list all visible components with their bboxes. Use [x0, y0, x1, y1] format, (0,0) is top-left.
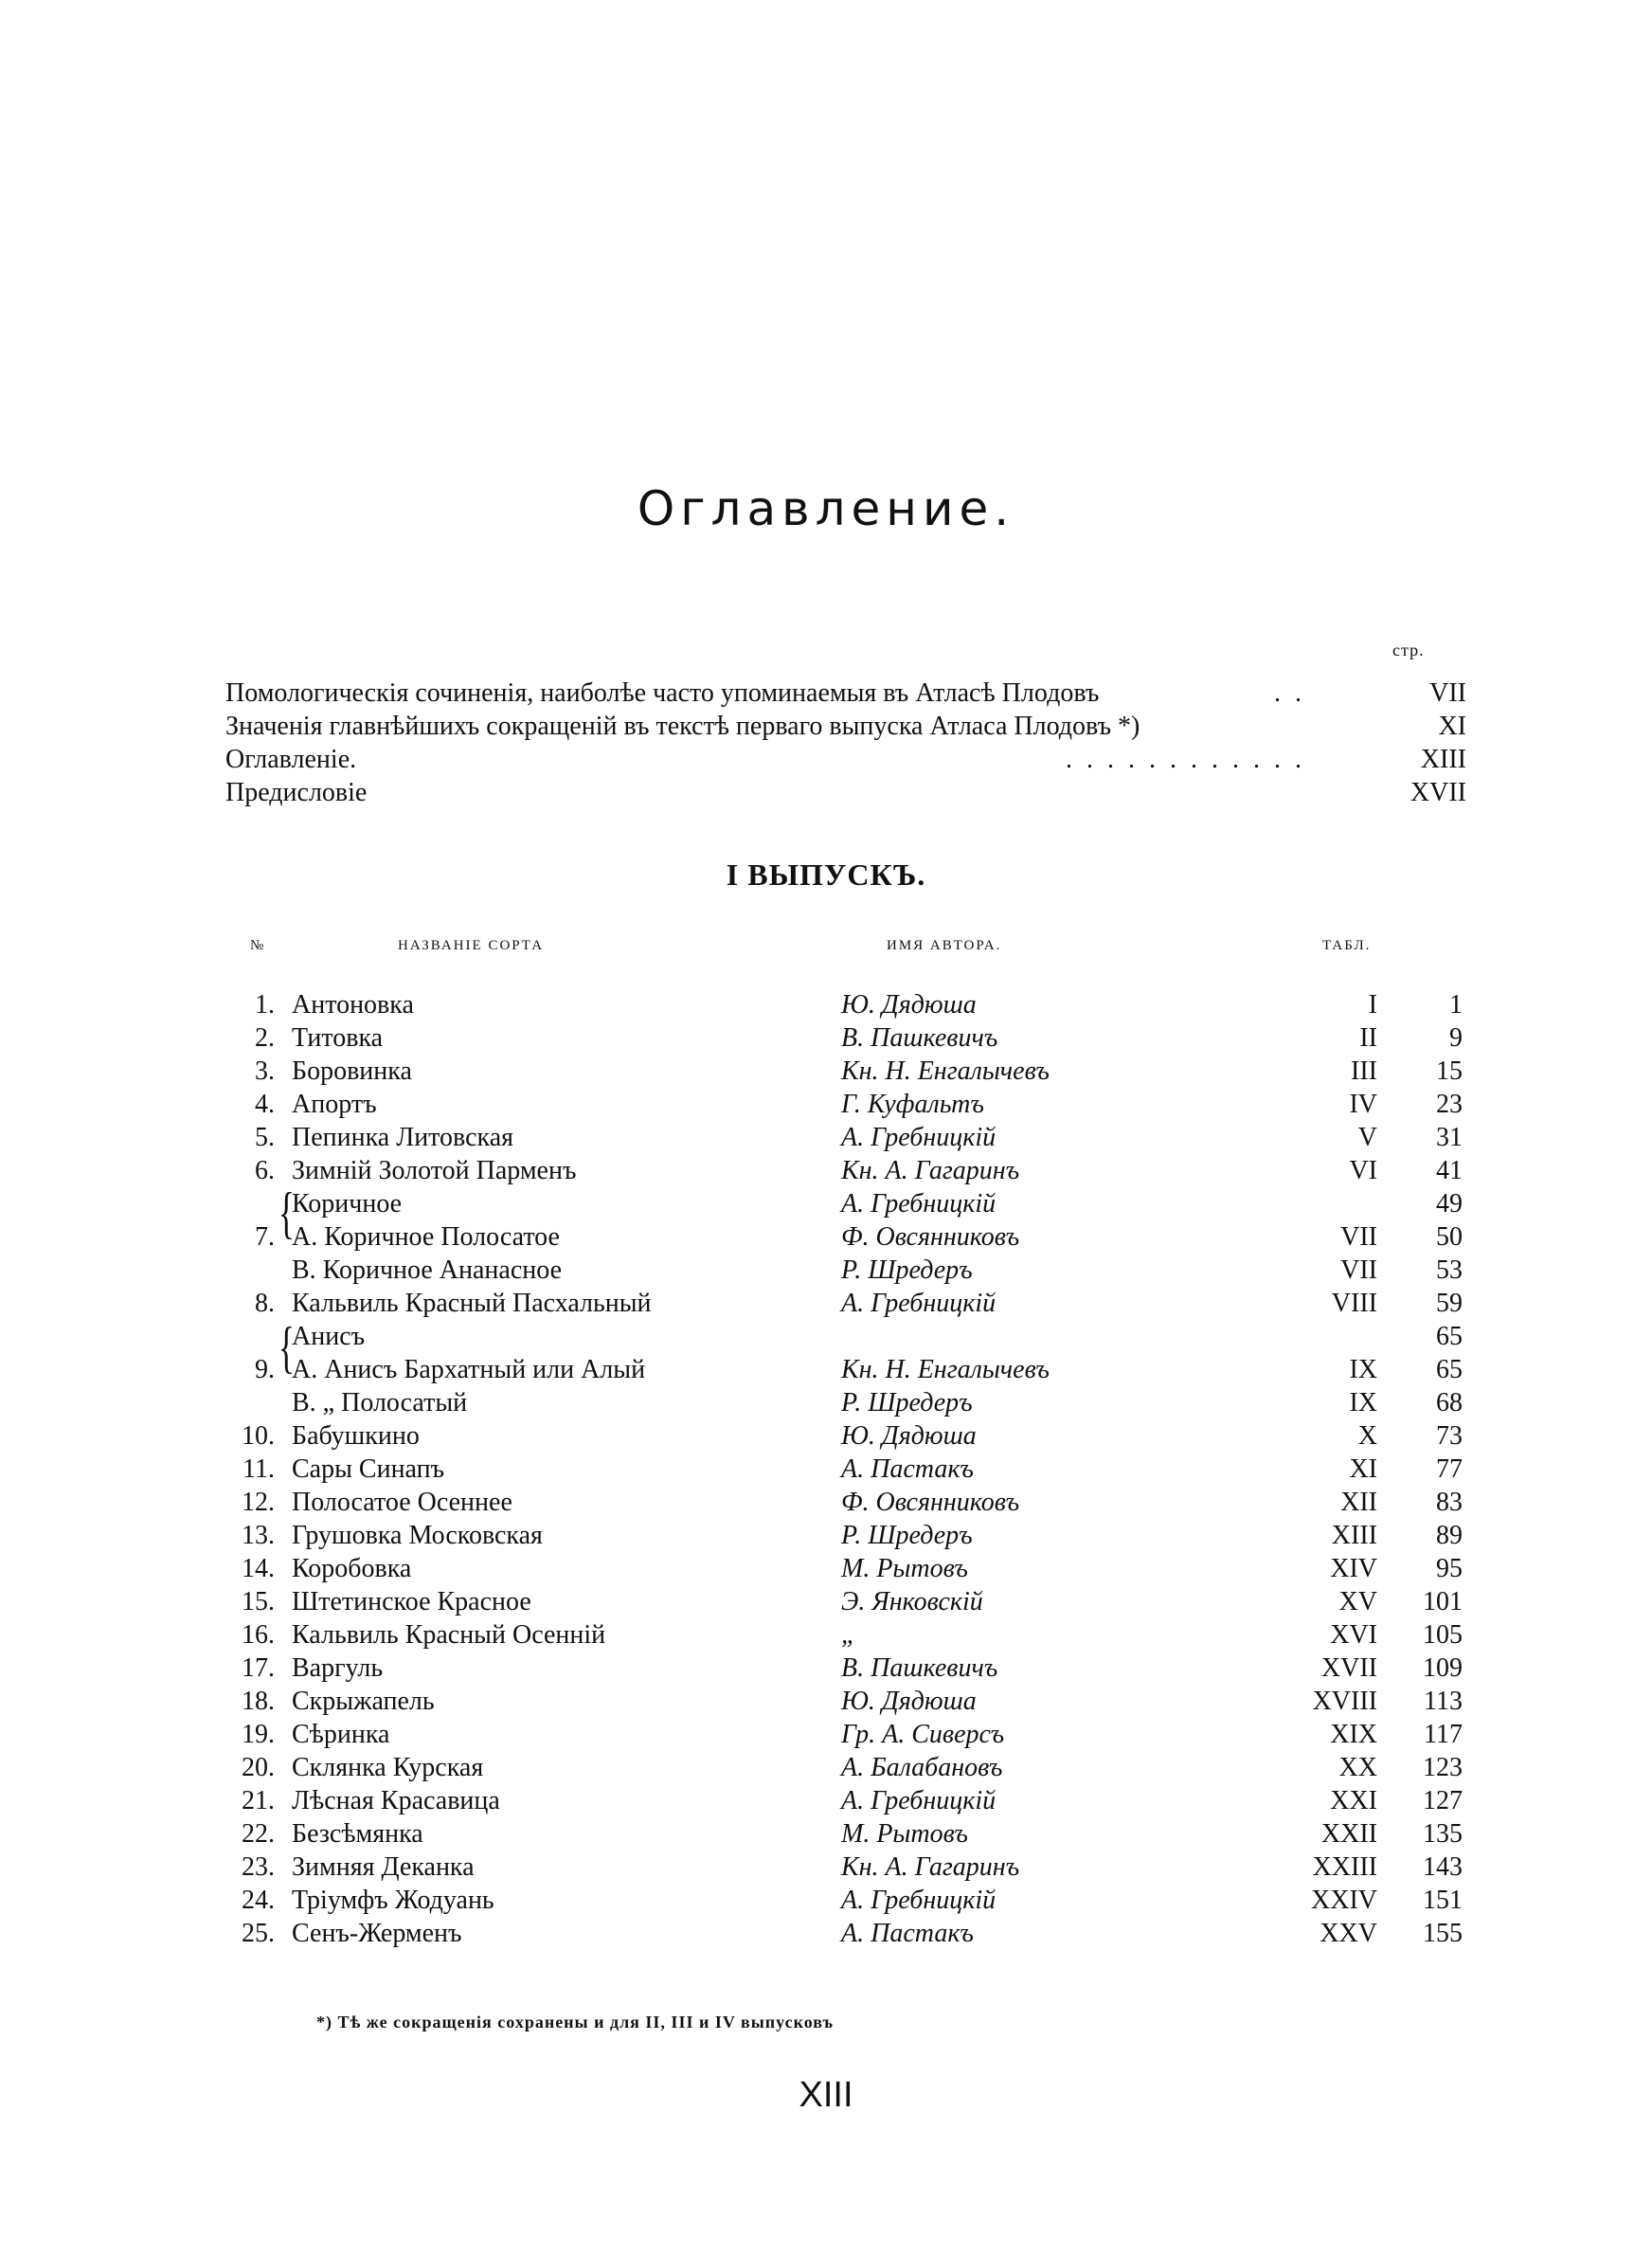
variety-name: А. Анисъ Бархатный или Алый [292, 1355, 646, 1384]
table-number: XV [1338, 1587, 1377, 1616]
page-number-cell: 65 [1436, 1355, 1463, 1384]
author-name: Ф. Овсянниковъ [841, 1222, 1020, 1252]
table-row [0, 1255, 1652, 1289]
page-number-cell: 65 [1436, 1322, 1463, 1351]
table-row [0, 1454, 1652, 1488]
table-row [0, 1653, 1652, 1687]
page-number-cell: 105 [1423, 1620, 1463, 1650]
author-name: В. Пашкевичъ [841, 1653, 998, 1683]
table-row [0, 1620, 1652, 1653]
table-row [0, 1189, 1652, 1222]
variety-name: Титовка [292, 1023, 384, 1053]
page-number-cell: 31 [1436, 1123, 1463, 1152]
variety-name: Пепинка Литовская [292, 1123, 514, 1152]
table-row [0, 1488, 1652, 1521]
row-number: 20. [242, 1753, 275, 1782]
variety-name: Кальвиль Красный Пасхальный [292, 1289, 652, 1318]
row-number: 9. [255, 1355, 275, 1384]
page-number-cell: 53 [1436, 1255, 1463, 1285]
column-header-number: № [250, 938, 266, 953]
table-number: VI [1349, 1156, 1377, 1185]
author-name: „ [841, 1620, 856, 1650]
table-row [0, 1819, 1652, 1852]
page-number-cell: 127 [1423, 1786, 1463, 1815]
row-number: 22. [242, 1819, 275, 1849]
author-name: Р. Шредеръ [841, 1388, 973, 1417]
variety-name: Сенъ-Жерменъ [292, 1919, 462, 1948]
page-number-cell: 59 [1436, 1289, 1463, 1318]
variety-name: В. „ Полосатый [292, 1388, 468, 1417]
table-row [0, 1355, 1652, 1388]
table-number: XI [1349, 1454, 1377, 1484]
table-number: XXIII [1312, 1852, 1377, 1882]
footnote: *) Тѣ же сокращенія сохранены и для II, III и IV выпусковъ [316, 2013, 835, 2031]
entry-page: XIII [1420, 745, 1466, 774]
author-name: М. Рытовъ [841, 1819, 968, 1849]
table-row [0, 1886, 1652, 1919]
row-number: 15. [242, 1587, 275, 1616]
table-number: VII [1340, 1255, 1377, 1285]
table-number: IX [1349, 1388, 1377, 1417]
variety-name: Полосатое Осеннее [292, 1488, 512, 1517]
table-row [0, 1554, 1652, 1587]
author-name: Э. Янковскій [841, 1587, 983, 1616]
variety-name: Склянка Курская [292, 1753, 484, 1782]
table-row [0, 1587, 1652, 1620]
row-number: 17. [242, 1653, 275, 1683]
row-number: 4. [255, 1090, 275, 1119]
page-number-cell: 155 [1423, 1919, 1463, 1948]
entry-title: Помологическія сочиненія, наиболѣе часто упоминаемыя въ Атласѣ Плодовъ [225, 678, 1100, 708]
table-number: IX [1349, 1355, 1377, 1384]
leader-dots: . . [1274, 678, 1305, 708]
page-number-cell: 151 [1423, 1886, 1463, 1915]
table-row [0, 1720, 1652, 1753]
page-number-cell: 9 [1449, 1023, 1463, 1053]
author-name: Гр. А. Сиверсъ [841, 1720, 1005, 1749]
page-number-cell: 15 [1436, 1056, 1463, 1086]
page-number: XIII [799, 2075, 853, 2115]
table-row [0, 1322, 1652, 1355]
variety-name: Грушовка Московская [292, 1521, 543, 1550]
variety-name: Апортъ [292, 1090, 377, 1119]
table-row [0, 1753, 1652, 1786]
variety-name: Лѣсная Красавица [292, 1786, 500, 1815]
table-number: XXV [1320, 1919, 1377, 1948]
table-number: XVIII [1312, 1687, 1377, 1716]
entry-title: Значенія главнѣйшихъ сокращеній въ текстѣ перваго выпуска Атласа Плодовъ *) [225, 712, 1140, 741]
front-matter-entry [225, 745, 1466, 779]
table-number: XIV [1330, 1554, 1377, 1583]
author-name: М. Рытовъ [841, 1554, 968, 1583]
page-number-cell: 50 [1436, 1222, 1463, 1252]
page-number-cell: 109 [1423, 1653, 1463, 1683]
brace-group-9: { [278, 1316, 296, 1379]
table-number: XVII [1320, 1653, 1377, 1683]
page-number-cell: 23 [1436, 1090, 1463, 1119]
front-matter-entry [225, 678, 1466, 713]
front-matter-entry [225, 778, 1466, 812]
page-number-cell: 68 [1436, 1388, 1463, 1417]
entry-title: Предисловіе [225, 778, 368, 807]
author-name: А. Гребницкій [841, 1289, 997, 1318]
author-name: Ю. Дядюша [841, 1687, 977, 1716]
front-matter-entry [225, 712, 1466, 746]
table-number: III [1351, 1056, 1377, 1086]
author-name: А. Гребницкій [841, 1786, 997, 1815]
page-number-cell: 95 [1436, 1554, 1463, 1583]
column-header-author: ИМЯ АВТОРА. [887, 938, 1002, 953]
table-row [0, 1056, 1652, 1090]
author-name: Ю. Дядюша [841, 990, 977, 1020]
variety-name: Варгуль [292, 1653, 384, 1683]
row-number: 23. [242, 1852, 275, 1882]
author-name: Ю. Дядюша [841, 1421, 977, 1451]
row-number: 8. [255, 1289, 275, 1318]
table-number: XXI [1330, 1786, 1377, 1815]
table-row [0, 1421, 1652, 1454]
author-name: А. Гребницкій [841, 1123, 997, 1152]
page-number-cell: 123 [1423, 1753, 1463, 1782]
variety-name: Кальвиль Красный Осенній [292, 1620, 606, 1650]
page-number-cell: 101 [1423, 1587, 1463, 1616]
table-number: IV [1349, 1090, 1377, 1119]
variety-name: Коричное [292, 1189, 403, 1219]
column-header-name: НАЗВАНІЕ СОРТА [398, 938, 545, 953]
table-number: VIII [1331, 1289, 1377, 1318]
table-number: XIX [1330, 1720, 1377, 1749]
table-number: II [1359, 1023, 1377, 1053]
variety-name: Сѣринка [292, 1720, 390, 1749]
variety-name: Зимній Золотой Парменъ [292, 1156, 577, 1185]
row-number: 2. [255, 1023, 275, 1053]
page-number-cell: 117 [1424, 1720, 1463, 1749]
table-number: VII [1340, 1222, 1377, 1252]
table-number: XIII [1331, 1521, 1377, 1550]
column-header-table: ТАБЛ. [1322, 938, 1372, 953]
variety-name: Безсѣмянка [292, 1819, 423, 1849]
row-number: 19. [242, 1720, 275, 1749]
row-number: 25. [242, 1919, 275, 1948]
issue-heading: I ВЫПУСКЪ. [726, 858, 926, 892]
variety-name: Антоновка [292, 990, 414, 1020]
page-number-cell: 143 [1423, 1852, 1463, 1882]
variety-name: В. Коричное Ананасное [292, 1255, 563, 1285]
table-number: V [1357, 1123, 1377, 1152]
table-row [0, 1090, 1652, 1123]
row-number: 10. [242, 1421, 275, 1451]
author-name: Кн. А. Гагаринъ [841, 1852, 1020, 1882]
row-number: 21. [242, 1786, 275, 1815]
page-number-cell: 113 [1424, 1687, 1463, 1716]
author-name: Ф. Овсянниковъ [841, 1488, 1020, 1517]
table-row [0, 1156, 1652, 1189]
variety-name: А. Коричное Полосатое [292, 1222, 560, 1252]
table-row [0, 1289, 1652, 1322]
table-row [0, 1222, 1652, 1255]
page-number-cell: 135 [1423, 1819, 1463, 1849]
variety-name: Анисъ [292, 1322, 366, 1351]
row-number: 3. [255, 1056, 275, 1086]
table-row [0, 1919, 1652, 1952]
table-number: XX [1338, 1753, 1377, 1782]
author-name: В. Пашкевичъ [841, 1023, 998, 1053]
table-number: XII [1340, 1488, 1377, 1517]
author-name: А. Гребницкій [841, 1189, 997, 1219]
table-number: X [1357, 1421, 1377, 1451]
author-name: А. Пастакъ [841, 1454, 974, 1484]
entry-title: Оглавленіе. [225, 745, 357, 774]
author-name: Г. Куфальтъ [841, 1090, 984, 1119]
page-number-cell: 73 [1436, 1421, 1463, 1451]
variety-name: Тріумфъ Жодуань [292, 1886, 494, 1915]
variety-name: Штетинское Красное [292, 1587, 531, 1616]
row-number: 11. [242, 1454, 275, 1484]
table-row [0, 1023, 1652, 1056]
author-name: Кн. А. Гагаринъ [841, 1156, 1020, 1185]
page-number-cell: 89 [1436, 1521, 1463, 1550]
variety-name: Сары Синапъ [292, 1454, 445, 1484]
row-number: 5. [255, 1123, 275, 1152]
row-number: 14. [242, 1554, 275, 1583]
author-name: Р. Шредеръ [841, 1521, 973, 1550]
page-title: Оглавление. [637, 481, 1015, 536]
row-number: 24. [242, 1886, 275, 1915]
row-number: 7. [255, 1222, 275, 1252]
row-number: 16. [242, 1620, 275, 1650]
entry-page: XI [1438, 712, 1466, 741]
page-number-cell: 77 [1436, 1454, 1463, 1484]
author-name: Кн. Н. Енгалычевъ [841, 1355, 1050, 1384]
row-number: 12. [242, 1488, 275, 1517]
row-number: 18. [242, 1687, 275, 1716]
leader-dots: . . . . . . . . . . . . [1066, 745, 1305, 774]
row-number: 6. [255, 1156, 275, 1185]
author-name: А. Гребницкій [841, 1886, 997, 1915]
author-name: А. Балабановъ [841, 1753, 1003, 1782]
table-row [0, 1521, 1652, 1554]
table-row [0, 1852, 1652, 1886]
variety-name: Зимняя Деканка [292, 1852, 475, 1882]
table-row [0, 990, 1652, 1023]
variety-name: Скрыжапель [292, 1687, 435, 1716]
variety-name: Боровинка [292, 1056, 412, 1086]
variety-name: Бабушкино [292, 1421, 420, 1451]
entry-page: XVII [1410, 778, 1466, 807]
table-row [0, 1388, 1652, 1421]
brace-group-7: { [278, 1182, 296, 1244]
row-number: 1. [255, 990, 275, 1020]
table-number: XVI [1330, 1620, 1377, 1650]
page-number-cell: 49 [1436, 1189, 1463, 1219]
page-number-cell: 1 [1449, 990, 1463, 1020]
row-number: 13. [242, 1521, 275, 1550]
variety-name: Коробовка [292, 1554, 412, 1583]
table-row [0, 1687, 1652, 1720]
table-row [0, 1786, 1652, 1819]
author-name: Р. Шредеръ [841, 1255, 973, 1285]
author-name: Кн. Н. Енгалычевъ [841, 1056, 1050, 1086]
table-number: I [1368, 990, 1377, 1020]
page-number-cell: 41 [1436, 1156, 1463, 1185]
table-row [0, 1123, 1652, 1156]
page-number-cell: 83 [1436, 1488, 1463, 1517]
page-column-label: стр. [1392, 641, 1425, 659]
table-number: XXIV [1311, 1886, 1377, 1915]
entry-page: VII [1429, 678, 1466, 708]
table-number: XXII [1320, 1819, 1377, 1849]
author-name: А. Пастакъ [841, 1919, 974, 1948]
